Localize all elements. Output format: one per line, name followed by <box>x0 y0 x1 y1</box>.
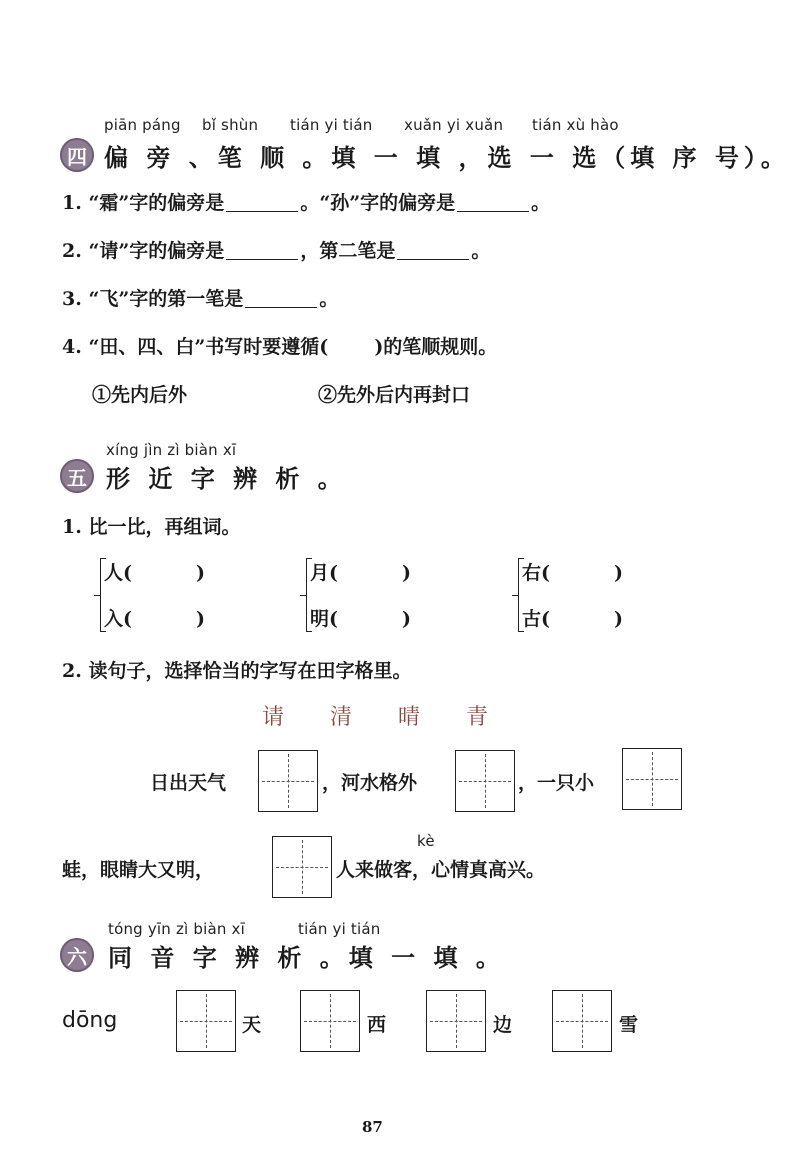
pinyin-tian-yi-tian: tián yi tián <box>290 116 373 134</box>
pinyin-tian-yi-tian-2: tián yi tián <box>298 920 381 938</box>
tianzige-box[interactable] <box>272 836 332 898</box>
pair-item: 右( ) <box>522 562 623 584</box>
tianzige-box[interactable] <box>300 990 360 1052</box>
option-2: ②先外后内再封口 <box>318 384 471 406</box>
question-4-2: 2. “请”字的偏旁是 ，第二笔是 。 <box>62 240 491 262</box>
tianzige-box[interactable] <box>426 990 486 1052</box>
choice-characters <box>262 700 534 731</box>
sentence-2-part-b: 人来做客，心情真高兴。 <box>336 859 546 881</box>
word-char: 雪 <box>619 1014 639 1036</box>
choice-char: 请 <box>262 705 287 730</box>
word-char: 天 <box>242 1014 262 1036</box>
sentence-1-part-b: ，河水格外 <box>322 772 418 794</box>
section-badge-6: 六 <box>60 938 94 972</box>
page-number: 87 <box>362 1118 383 1136</box>
tianzige-box[interactable] <box>455 750 515 812</box>
pair-item: 人( ) <box>104 562 205 584</box>
pinyin-bi-shun: bǐ shùn <box>202 116 259 134</box>
choice-char: 清 <box>330 705 355 730</box>
pinyin-xing-jin-zi-bian-xi: xíng jìn zì biàn xī <box>106 441 237 459</box>
pinyin-tong-yin-zi-bian-xi: tóng yīn zì biàn xī <box>108 920 245 938</box>
answer-blank[interactable] <box>245 307 317 308</box>
syllable-dong: dōng <box>62 1008 118 1033</box>
tianzige-box[interactable] <box>258 750 318 812</box>
pinyin-xuan-yi-xuan: xuǎn yi xuǎn <box>404 116 504 134</box>
choice-char: 晴 <box>398 705 423 730</box>
pinyin-pian-pang: piān páng <box>104 116 181 134</box>
question-5-1: 1. 比一比，再组词。 <box>62 516 241 538</box>
sentence-1-part-c: ，一只小 <box>518 772 595 794</box>
pinyin-tian-xu-hao: tián xù hào <box>532 116 619 134</box>
question-4-4: 4. “田、四、白”书写时要遵循( )的笔顺规则。 <box>62 336 498 358</box>
pair-item: 明( ) <box>310 608 411 630</box>
section-title-6: 同 音 字 辨 析 。填 一 填 。 <box>108 944 505 972</box>
choice-char: 青 <box>466 705 491 730</box>
section-title-4: 偏 旁 、笔 顺 。填 一 填 ，选 一 选（填 序 号）。 <box>104 144 790 172</box>
pair-item: 入( ) <box>104 608 205 630</box>
question-4-1: 1. “霜”字的偏旁是 。“孙”字的偏旁是 。 <box>62 192 551 214</box>
tianzige-box[interactable] <box>622 748 682 810</box>
answer-blank[interactable] <box>397 259 469 260</box>
answer-blank[interactable] <box>226 211 298 212</box>
word-char: 西 <box>367 1014 387 1036</box>
option-1: ①先内后外 <box>92 384 188 406</box>
section-title-5: 形 近 字 辨 析 。 <box>106 465 347 493</box>
tianzige-box[interactable] <box>176 990 236 1052</box>
section-badge-5: 五 <box>60 459 94 493</box>
pair-item: 古( ) <box>522 608 623 630</box>
word-char: 边 <box>493 1014 513 1036</box>
answer-blank[interactable] <box>457 211 529 212</box>
pair-item: 月( ) <box>310 562 411 584</box>
sentence-1-part-a: 日出天气 <box>150 772 227 794</box>
answer-blank[interactable] <box>226 259 298 260</box>
pinyin-ke: kè <box>417 832 435 850</box>
tianzige-box[interactable] <box>552 990 612 1052</box>
question-5-2: 2. 读句子，选择恰当的字写在田字格里。 <box>62 660 412 682</box>
sentence-2-part-a: 蛙，眼睛大又明， <box>62 859 215 881</box>
question-4-3: 3. “飞”字的第一笔是 。 <box>62 288 339 310</box>
section-badge-4: 四 <box>60 138 94 172</box>
